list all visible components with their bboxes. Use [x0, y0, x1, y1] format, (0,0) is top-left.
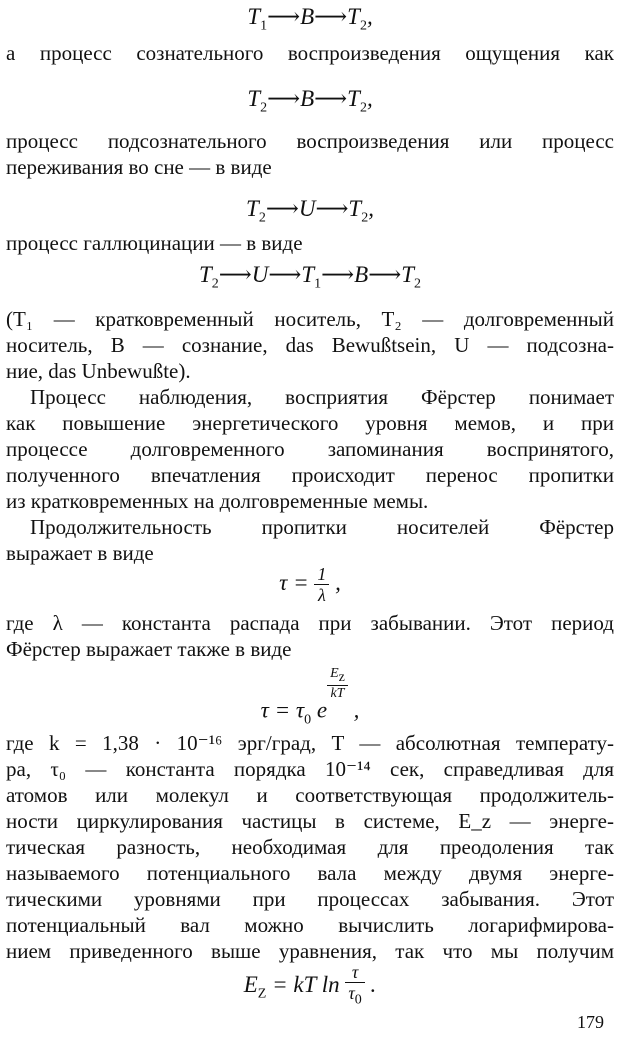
page-number: 179 [577, 1012, 604, 1032]
text-line: атомов или молекул и соответствующая продолжитель- [6, 783, 614, 807]
text-line: переживания во сне — в виде [6, 155, 272, 179]
text-line: где λ — константа распада при забывании. Этот период [6, 611, 614, 635]
text-line: процесс галлюцинации — в виде [6, 231, 303, 255]
text-line: процессе долговременного запоминания воспринятого, [6, 437, 614, 461]
text-line: носитель, B — сознание, das Bewußtsein, U — подсозна- [6, 333, 614, 357]
formula-t1-b-t2: $T_1⟶B⟶T_2$, [247, 4, 373, 34]
text-line: (T₁ — кратковременный носитель, T₂ — долговременный [6, 307, 614, 331]
text-line: нием приведенного выше уравнения, так что мы получим [6, 939, 614, 963]
formula-t2-u-t2: $T_2⟶U⟶T_2$, [246, 196, 374, 226]
text-line: из кратковременных на долговременные мемы. [6, 489, 429, 513]
formula-t2-u-t1-b-t2: $T_2⟶U⟶T_1⟶B⟶T_2$ [198, 262, 421, 292]
text-line: где k = 1,38 · 10⁻¹⁶ эрг/град, T — абсолютная температу- [6, 731, 614, 755]
text-line: ние, das Unbewußte). [6, 359, 191, 383]
text-line: Фёрстер выражает также в виде [6, 637, 292, 661]
text-line: тическая разность, необходимая для преодоления так [6, 835, 614, 859]
text-line: Процесс наблюдения, восприятия Фёрстер понимает [30, 385, 614, 409]
text-line: ности циркулирования частицы в системе, E_z — энерге- [6, 809, 614, 833]
text-line: а процесс сознательного воспроизведения ощущения как [6, 41, 614, 65]
text-line: как повышение энергетического уровня мемов, и при [6, 411, 614, 435]
formula-energy-log: $E_Z$ = kT ln $\frac{\tau}{\tau_0}$ . [243, 962, 377, 1009]
text-line: полученного впечатления происходит перенос пропитки [6, 463, 614, 487]
formula-tau-reciprocal-lambda: τ = $\frac{1}{\lambda}$ , [279, 564, 341, 606]
text-line: называемого потенциального вала между двумя энерге- [6, 861, 614, 885]
text-line: потенциальный вал можно вычислить логарифмирова- [6, 913, 614, 937]
text-line: тическими уровнями при процессах забывания. Этот [6, 887, 614, 911]
formula-tau-exponential: $\tau = \tau_0$ e $^{\frac{E_z}{kT}}$ , [260, 666, 360, 728]
formula-t2-b-t2: $T_2⟶B⟶T_2$, [247, 86, 373, 116]
text-line: Продолжительность пропитки носителей Фёрстер [30, 515, 614, 539]
text-line: выражает в виде [6, 541, 154, 565]
text-line: процесс подсознательного воспроизведения или процесс [6, 129, 614, 153]
text-line: ра, τ₀ — константа порядка 10⁻¹⁴ сек, справедливая для [6, 757, 614, 781]
